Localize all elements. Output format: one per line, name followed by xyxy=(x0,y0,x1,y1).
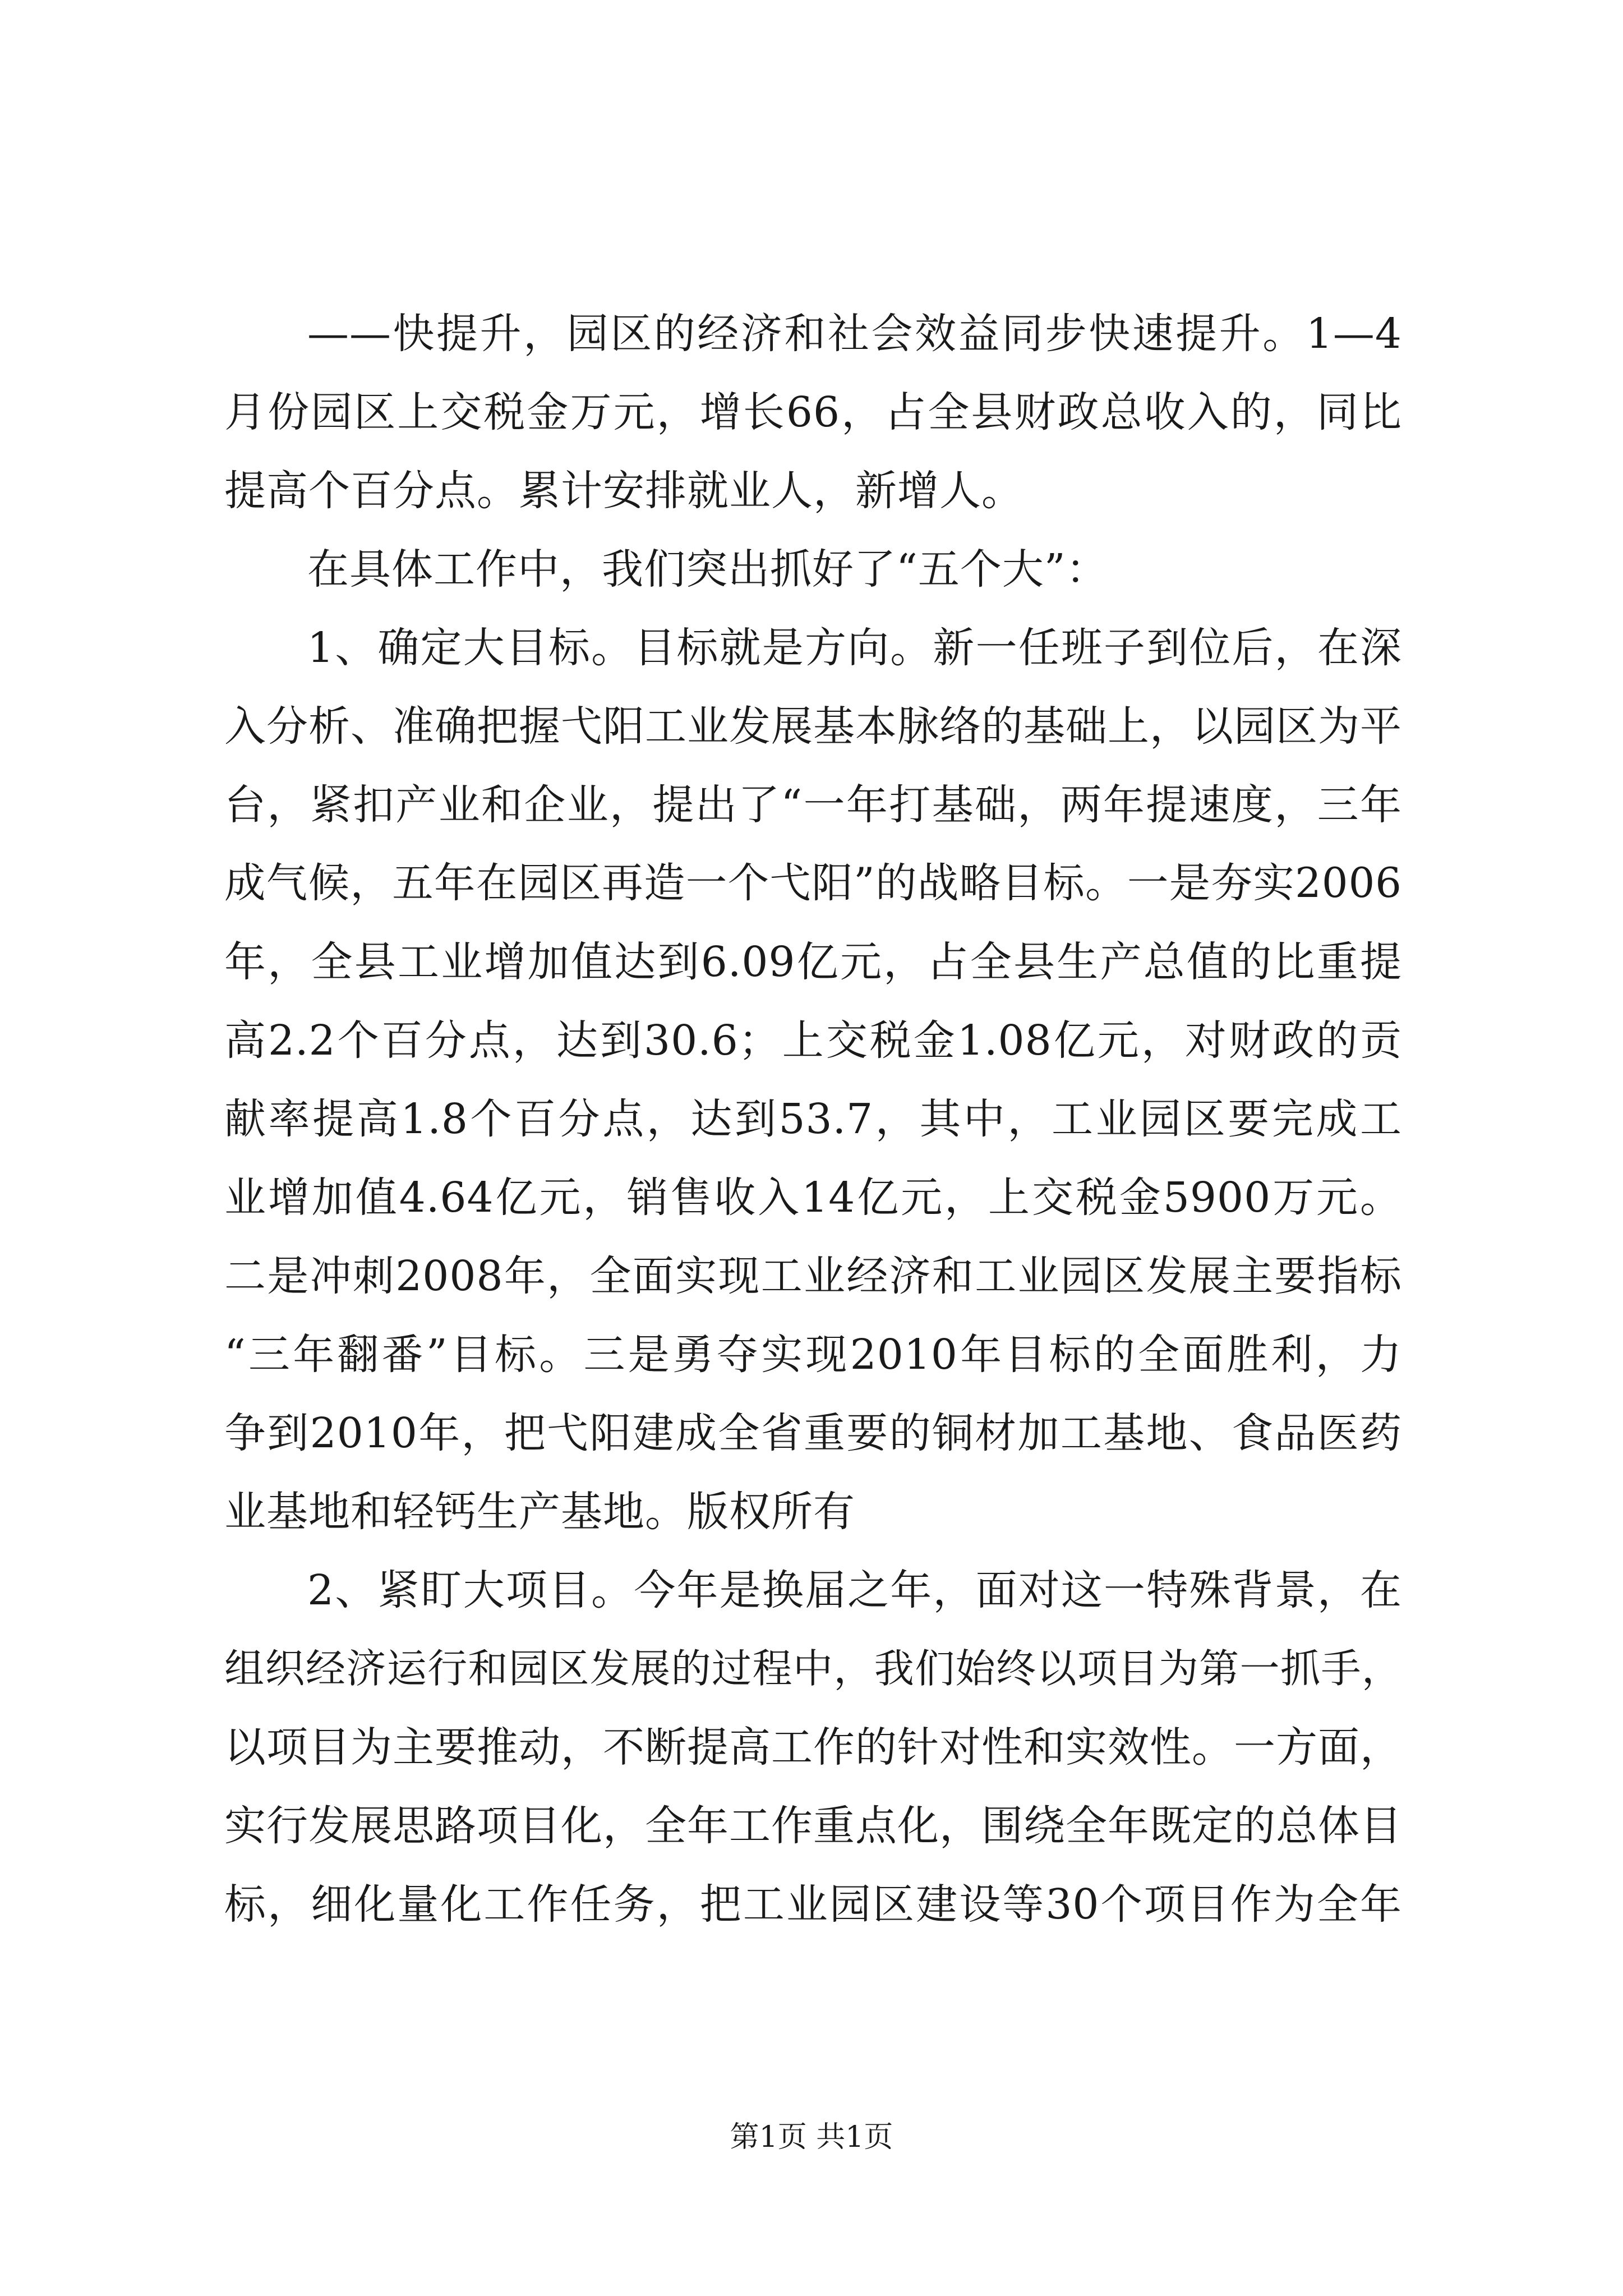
text-line: 以项目为主要推动，不断提高工作的针对性和实效性。一方面， xyxy=(224,1723,1402,1772)
text-line: 二是冲刺2008年，全面实现工业经济和工业园区发展主要指标 xyxy=(224,1252,1402,1300)
text-line: 提高个百分点。累计安排就业人，新增人。 xyxy=(224,467,1023,515)
text-line: 高2.2个百分点，达到30.6；上交税金1.08亿元，对财政的贡 xyxy=(224,1016,1402,1065)
text-line: 月份园区上交税金万元，增长66，占全县财政总收入的，同比 xyxy=(224,388,1402,436)
text-line: 组织经济运行和园区发展的过程中，我们始终以项目为第一抓手， xyxy=(224,1645,1402,1692)
page-footer: 第1页 共1页 xyxy=(730,2120,893,2154)
text-line: 年，全县工业增加值达到6.09亿元，占全县生产总值的比重提 xyxy=(224,938,1402,986)
text-line: 2、紧盯大项目。今年是换届之年，面对这一特殊背景，在 xyxy=(307,1566,1402,1614)
text-line: 实行发展思路项目化，全年工作重点化，围绕全年既定的总体目 xyxy=(224,1802,1402,1850)
text-line: 入分析、准确把握弋阳工业发展基本脉络的基础上，以园区为平 xyxy=(224,702,1402,751)
text-line: 成气候，五年在园区再造一个弋阳”的战略目标。一是夯实2006 xyxy=(224,859,1402,907)
text-line: 业基地和轻钙生产基地。版权所有 xyxy=(224,1488,855,1536)
text-line: 标，细化量化工作任务，把工业园区建设等30个项目作为全年 xyxy=(224,1880,1402,1929)
text-line: 争到2010年，把弋阳建成全省重要的铜材加工基地、食品医药 xyxy=(224,1409,1402,1457)
text-line: ——快提升，园区的经济和社会效益同步快速提升。1—4 xyxy=(307,310,1402,358)
text-line: “三年翻番”目标。三是勇夺实现2010年目标的全面胜利，力 xyxy=(224,1331,1402,1379)
text-line: 台，紧扣产业和企业，提出了“一年打基础，两年提速度，三年 xyxy=(224,781,1402,829)
text-line: 1、确定大目标。目标就是方向。新一任班子到位后，在深 xyxy=(307,624,1402,672)
text-line: 在具体工作中，我们突出抓好了“五个大”： xyxy=(307,545,1108,593)
document-body xyxy=(224,295,1402,1944)
text-line: 献率提高1.8个百分点，达到53.7，其中，工业园区要完成工 xyxy=(224,1095,1402,1143)
text-line: 业增加值4.64亿元，销售收入14亿元，上交税金5900万元。 xyxy=(224,1174,1402,1222)
